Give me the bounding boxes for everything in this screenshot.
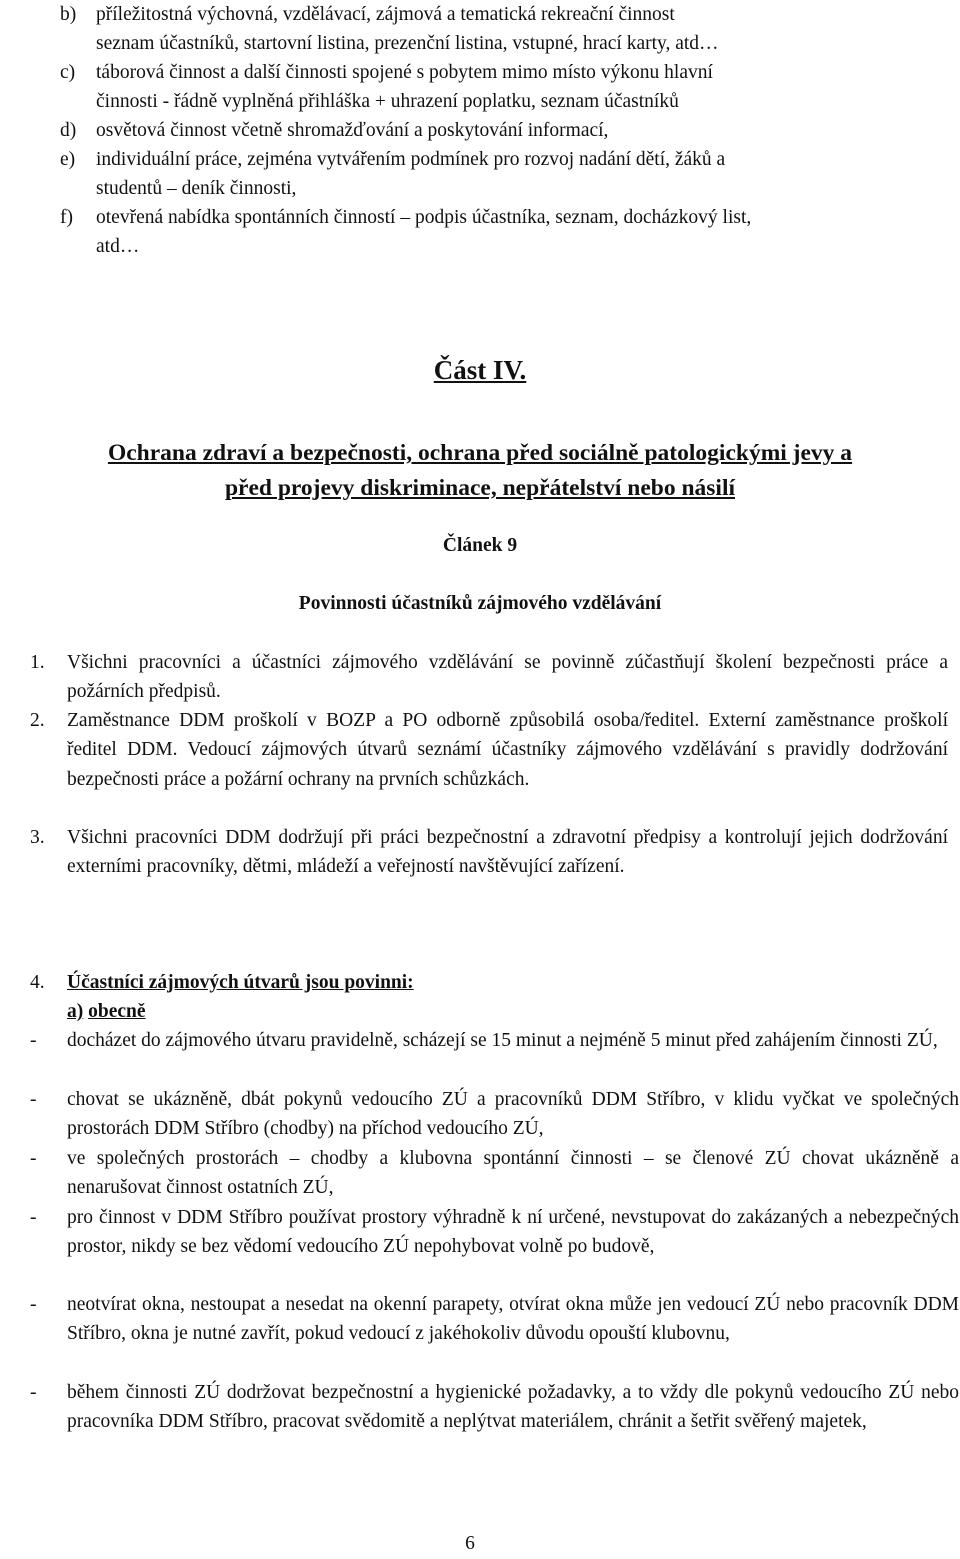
- paragraph-heading: Účastníci zájmových útvarů jsou povinni:: [67, 972, 414, 993]
- bullet-dash: -: [30, 1207, 37, 1228]
- list-text: studentů – deník činnosti,: [96, 178, 297, 199]
- paragraph-text: Všichni pracovníci a účastníci zájmového vzdělávání se povinně zúčastňují školení bezpečnosti práce a požárních předpisů.: [67, 652, 948, 703]
- list-label: f): [60, 207, 73, 228]
- list-label: d): [60, 120, 77, 141]
- list-text: otevřená nabídka spontánních činností – podpis účastníka, seznam, docházkový list,: [96, 207, 752, 228]
- list-text: činnosti - řádně vyplněná přihláška + uhrazení poplatku, seznam účastníků: [96, 91, 679, 112]
- list-text: atd…: [96, 236, 140, 257]
- paragraph-number: 3.: [30, 827, 45, 848]
- subsection-title: obecně: [88, 1001, 146, 1022]
- paragraph-number: 4.: [30, 972, 45, 993]
- section-title-line-2: před projevy diskriminace, nepřátelství nebo násilí: [224, 475, 736, 501]
- bullet-dash: -: [30, 1148, 37, 1169]
- paragraph-text: Všichni pracovníci DDM dodržují při práci bezpečnostní a zdravotní předpisy a kontrolují jejich dodržování externími pracovníky, dětmi, mládeží a veřejností navštěvující zařízení.: [67, 827, 948, 878]
- list-label: e): [60, 149, 76, 170]
- list-text: táborová činnost a další činnosti spojené s pobytem mimo místo výkonu hlavní: [96, 62, 713, 83]
- subsection-heading: [67, 997, 146, 1026]
- list-label: b): [60, 4, 77, 25]
- bullet-text: během činnosti ZÚ dodržovat bezpečnostní a hygienické požadavky, a to vždy dle pokynů vedoucího ZÚ nebo pracovníka DDM Stříbro, pracovat svědomitě a neplýtvat materiálem, chránit a šetřit svěřený majetek,: [67, 1382, 959, 1433]
- article-subtitle: Povinnosti účastníků zájmového vzdělávání: [298, 593, 662, 614]
- article-title: Článek 9: [442, 535, 518, 556]
- paragraph-number: 2.: [30, 710, 45, 731]
- section-title-line-1: Ochrana zdraví a bezpečnosti, ochrana před sociálně patologickými jevy a: [107, 440, 853, 466]
- bullet-dash: -: [30, 1030, 37, 1051]
- bullet-text: chovat se ukázněně, dbát pokynů vedoucího ZÚ a pracovníků DDM Stříbro, v klidu vyčkat ve společných prostorách DDM Stříbro (chodby) na příchod vedoucího ZÚ,: [67, 1089, 959, 1140]
- paragraph-text: Zaměstnance DDM proškolí v BOZP a PO odborně způsobilá osoba/ředitel. Externí zaměstnance proškolí ředitel DDM. Vedoucí zájmových útvarů seznámí účastníky zájmového vzdělávání s pravidly dodržování bezpečnosti práce a požární ochrany na prvních schůzkách.: [67, 710, 948, 790]
- list-text: seznam účastníků, startovní listina, prezenční listina, vstupné, hrací karty, atd…: [96, 33, 719, 54]
- list-text: individuální práce, zejména vytvářením podmínek pro rozvoj nadání dětí, žáků a: [96, 149, 726, 170]
- subsection-label: a): [67, 1001, 84, 1022]
- list-label: c): [60, 62, 76, 83]
- list-text: osvětová činnost včetně shromažďování a poskytování informací,: [96, 120, 609, 141]
- page-number: 6: [465, 1533, 475, 1554]
- bullet-dash: -: [30, 1294, 37, 1315]
- bullet-dash: -: [30, 1382, 37, 1403]
- paragraph-number: 1.: [30, 652, 45, 673]
- bullet-dash: -: [30, 1089, 37, 1110]
- bullet-text: ve společných prostorách – chodby a klubovna spontánní činnosti – se členové ZÚ chovat ukázněně a nenarušovat činnost ostatních ZÚ,: [67, 1148, 959, 1199]
- bullet-text: pro činnost v DDM Stříbro používat prostory výhradně k ní určené, nevstupovat do zakázaných a nebezpečných prostor, nikdy se bez vědomí vedoucího ZÚ nepohybovat volně po budově,: [67, 1207, 959, 1258]
- bullet-text: neotvírat okna, nestoupat a nesedat na okenní parapety, otvírat okna může jen vedoucí ZÚ nebo pracovník DDM Stříbro, okna je nutné zavřít, pokud vedoucí z jakéhokoliv důvodu opouští klubovnu,: [67, 1294, 959, 1345]
- bullet-text: docházet do zájmového útvaru pravidelně, scházejí se 15 minut a nejméně 5 minut před zahájením činnosti ZÚ,: [67, 1030, 938, 1051]
- list-text: příležitostná výchovná, vzdělávací, zájmová a tematická rekreační činnost: [96, 4, 675, 25]
- part-title: Část IV.: [433, 355, 527, 385]
